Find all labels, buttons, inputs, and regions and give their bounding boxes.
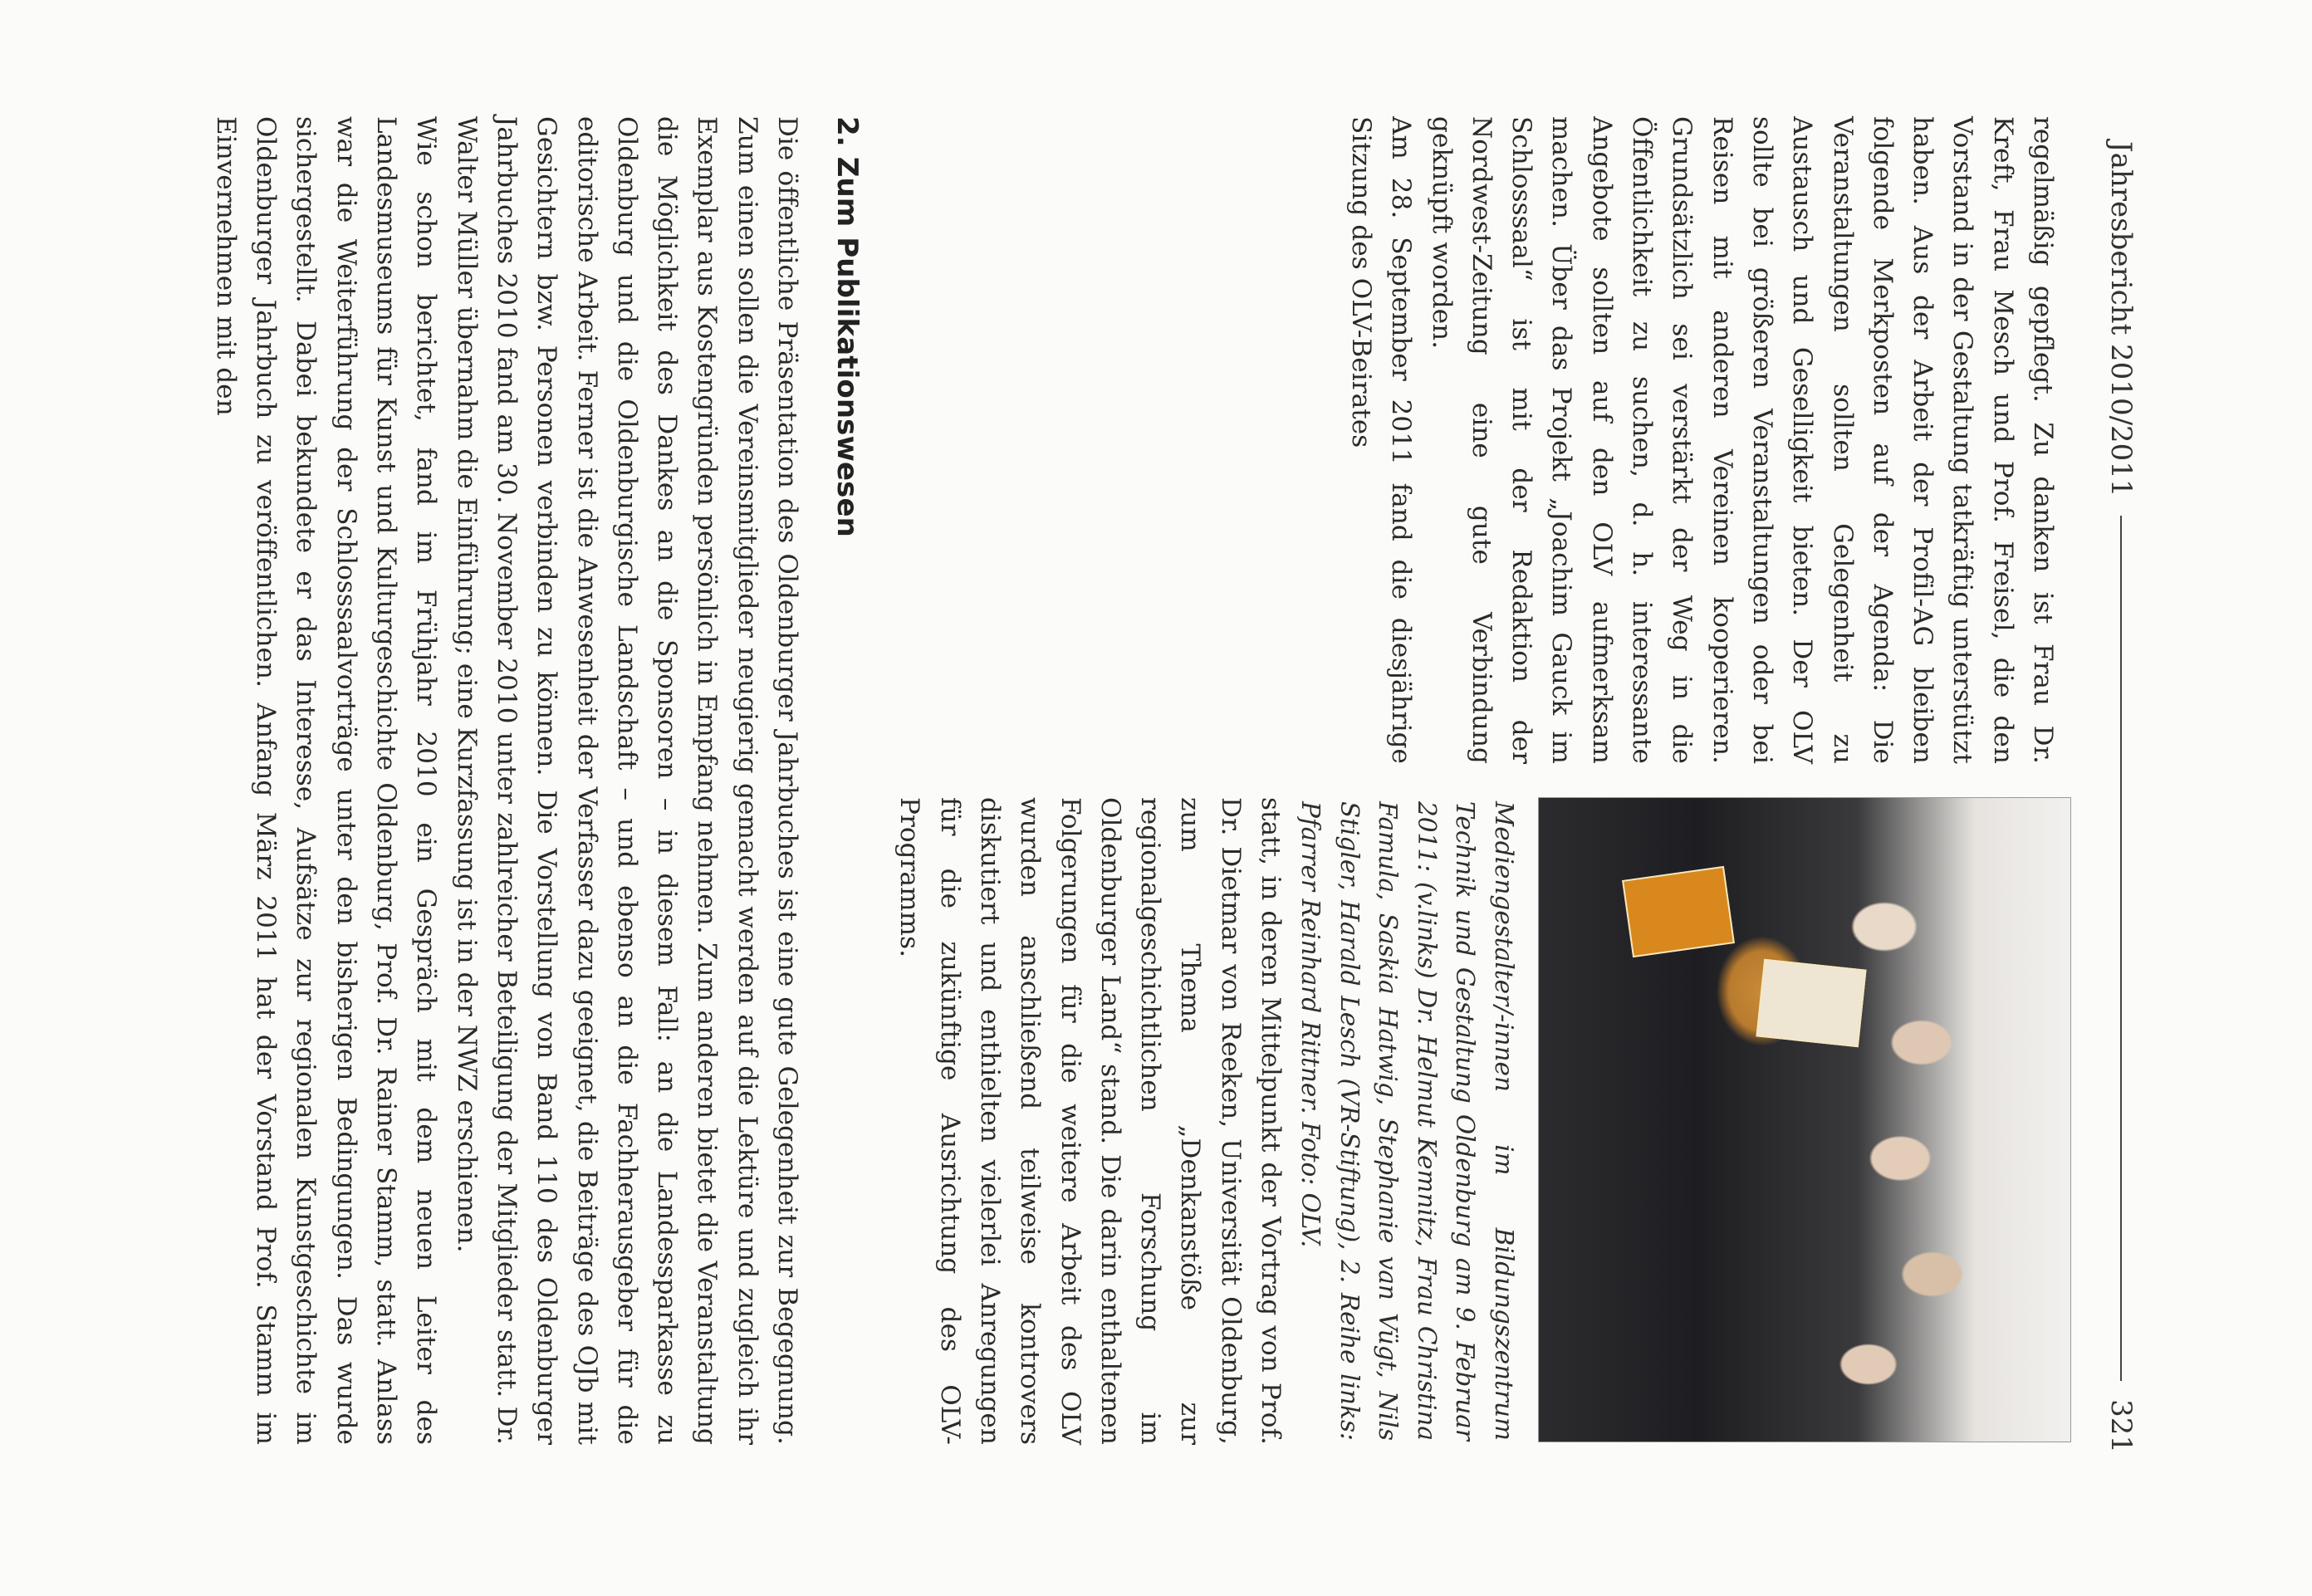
right-column	[889, 797, 1291, 1445]
section-publikationswesen	[206, 116, 867, 1445]
section-paragraph-1: Die öffentliche Präsentation des Oldenburger Jahrbuches ist eine gute Gelegenheit zur Begegnung. Zum einen sollen die Vereinsmitglieder neugierig gemacht werden auf die Lektüre und zugleich ihr Exemplar aus Kostengründen persönlich in Empfang nehmen. Zum anderen bietet die Veranstaltung die Möglichkeit des Dankes an die Sponsoren – in diesem Fall: an die Landessparkasse zu Oldenburg und die Oldenburgische Landschaft – und ebenso an die Fachherausgeber für die editorische Arbeit. Ferner ist die Anwesenheit der Verfasser dazu geeignet, die Beiträge des OJb mit Gesichtern bzw. Personen verbinden zu können. Die Vorstellung von Band 110 des Oldenburger Jahrbuches 2010 fand am 30. November 2010 unter zahlreicher Beteiligung der Mitglieder statt. Dr. Walter Müller übernahm die Einführung; eine Kurzfassung ist in der NWZ erschienen.	[451, 116, 802, 1445]
left-column-text: regelmäßig gepflegt. Zu danken ist Frau Dr. Kreft, Frau Mesch und Prof. Freisel, die den Vorstand in der Gestaltung tatkräftig unterstützt haben. Aus der Arbeit der Profil-AG bleiben folgende Merkposten auf der Agenda: Die Veranstaltungen sollten Gelegenheit zu Austausch und Geselligkeit bieten. Der OLV sollte bei größeren Veranstaltungen oder bei Reisen mit anderen Vereinen kooperieren. Grundsätzlich sei verstärkt der Weg in die Öffentlichkeit zu suchen, d. h. interessante Angebote sollten auf den OLV aufmerksam machen. Über das Projekt „Joachim Gauck im Schlosssaal“ ist mit der Redaktion der Nordwest-Zeitung eine gute Verbindung geknüpft worden.	[1426, 116, 2058, 764]
left-column-paragraph-2: Am 28. September 2011 fand die diesjährige Sitzung des OLV-Beirates	[1345, 116, 1417, 764]
left-column	[1341, 116, 2063, 764]
running-title: Jahresbericht 2010/2011	[2104, 141, 2138, 497]
page-number: 321	[2104, 1399, 2138, 1453]
photo-caption: Mediengestalter/-innen im Bildungszentrum Technik und Gestaltung Oldenburg am 9. Februar 2011: (v.links) Dr. Helmut Kemnitz, Frau Christina Famula, Saskia Hatwig, Stephanie van Vügt, Nils Stigler, Harald Lesch (VR-Stiftung), 2. Reihe links: Pfarrer Reinhard Rittner. Foto: OLV.	[1296, 801, 1518, 1441]
group-photo	[1538, 797, 2071, 1442]
running-head	[2096, 141, 2146, 1453]
section-heading: 2. Zum Publikationswesen	[830, 116, 864, 537]
photo-certificate-prop	[1756, 959, 1866, 1047]
section-paragraph-2: Wie schon berichtet, fand im Frühjahr 2010 ein Gespräch mit dem neuen Leiter des Landesmuseums für Kunst und Kulturgeschichte Oldenburg, Prof. Dr. Rainer Stamm, statt. Anlass war die Weiterführung der Schlosssaalvorträge unter den bisherigen Bedingungen. Das wurde sichergestellt. Dabei bekundete er das Interesse, Aufsätze zur regionalen Kunstgeschichte im Oldenburger Jahrbuch zu veröffentlichen. Anfang März 2011 hat der Vorstand Prof. Stamm im Einvernehmen mit den	[210, 116, 442, 1445]
photo-book-prop	[1622, 866, 1735, 957]
header-rule	[2120, 516, 2122, 1382]
right-column-text: statt, in deren Mittelpunkt der Vortrag von Prof. Dr. Dietmar von Reeken, Universität Oldenburg, zum Thema „Denkanstöße zur regionalgeschichtlichen Forschung im Oldenburger Land“ stand. Die darin enthaltenen Folgerungen für die weitere Arbeit des OLV wurden anschließend teilweise kontrovers diskutiert und enthielten vielerlei Anregungen für die zukünftige Ausrichtung des OLV-Programms.	[894, 797, 1286, 1445]
